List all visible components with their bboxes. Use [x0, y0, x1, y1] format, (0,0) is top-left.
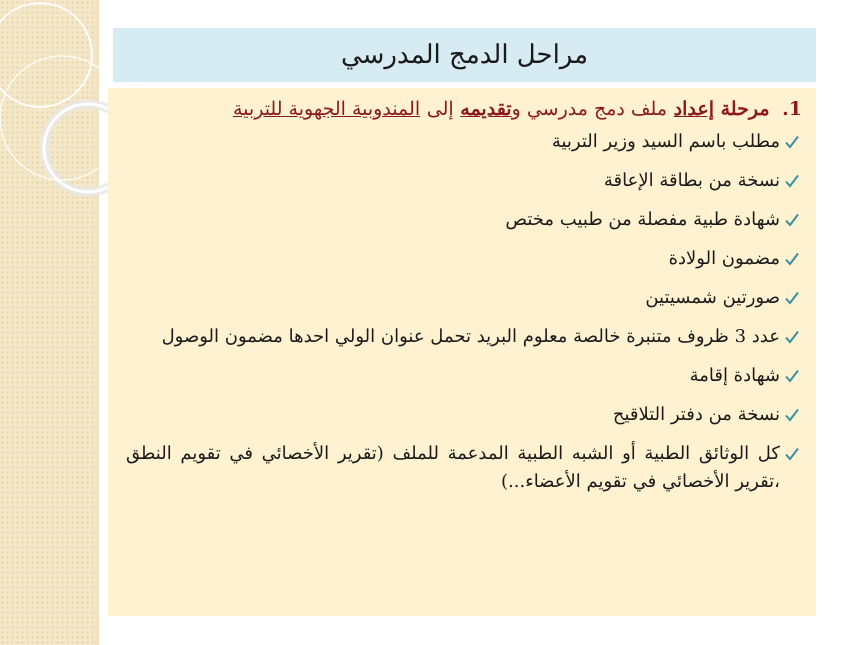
- list-item: [126, 401, 802, 429]
- list-item: [126, 284, 802, 312]
- check-icon: [782, 245, 802, 273]
- list-item-text: شهادة طبية مفصلة من طبيب مختص: [505, 209, 780, 230]
- check-icon: [782, 284, 802, 312]
- list-item-text: شهادة إقامة: [689, 365, 780, 386]
- list-item: [126, 323, 802, 351]
- check-icon: [782, 206, 802, 234]
- list-item-text: عدد 3 ظروف متنبرة خالصة معلوم البريد تحمل عنوان الولي احدها مضمون الوصول: [161, 326, 780, 347]
- content-box: [108, 88, 816, 616]
- check-icon: [782, 128, 802, 156]
- heading-part-directorate: المندوبية الجهوية للتربية: [233, 98, 421, 120]
- list-item: [126, 206, 802, 234]
- check-icon: [782, 362, 802, 390]
- list-item: [126, 245, 802, 273]
- heading-part-submit: تقديمه: [460, 98, 512, 120]
- heading-part-prepare: إعداد: [673, 98, 714, 120]
- heading-number: 1.: [782, 98, 802, 120]
- list-item-text: نسخة من دفتر التلاقيح: [612, 404, 780, 425]
- heading-part-stage: مرحلة: [720, 98, 770, 120]
- list-item-text: مطلب باسم السيد وزير التربية: [551, 131, 780, 152]
- heading-part-to: إلى: [426, 98, 454, 120]
- section-heading: [126, 94, 802, 124]
- heading-part-file: ملف دمج مدرسي و: [511, 98, 668, 120]
- check-icon: [782, 440, 802, 468]
- list-item-text: مضمون الولادة: [668, 248, 780, 269]
- title-bar: [113, 28, 816, 82]
- requirements-list: [126, 128, 802, 496]
- check-icon: [782, 323, 802, 351]
- list-item: [126, 440, 802, 496]
- list-item-text: نسخة من بطاقة الإعاقة: [603, 170, 780, 191]
- list-item: [126, 362, 802, 390]
- list-item-text: كل الوثائق الطبية أو الشبه الطبية المدعمة للملف (تقرير الأخصائي في تقويم النطق ،تقرير الأخصائي في تقويم الأعضاء...): [126, 443, 780, 492]
- slide-title: مراحل الدمج المدرسي: [340, 40, 589, 70]
- list-item-text: صورتين شمسيتين: [645, 287, 780, 308]
- check-icon: [782, 167, 802, 195]
- check-icon: [782, 401, 802, 429]
- list-item: [126, 167, 802, 195]
- list-item: [126, 128, 802, 156]
